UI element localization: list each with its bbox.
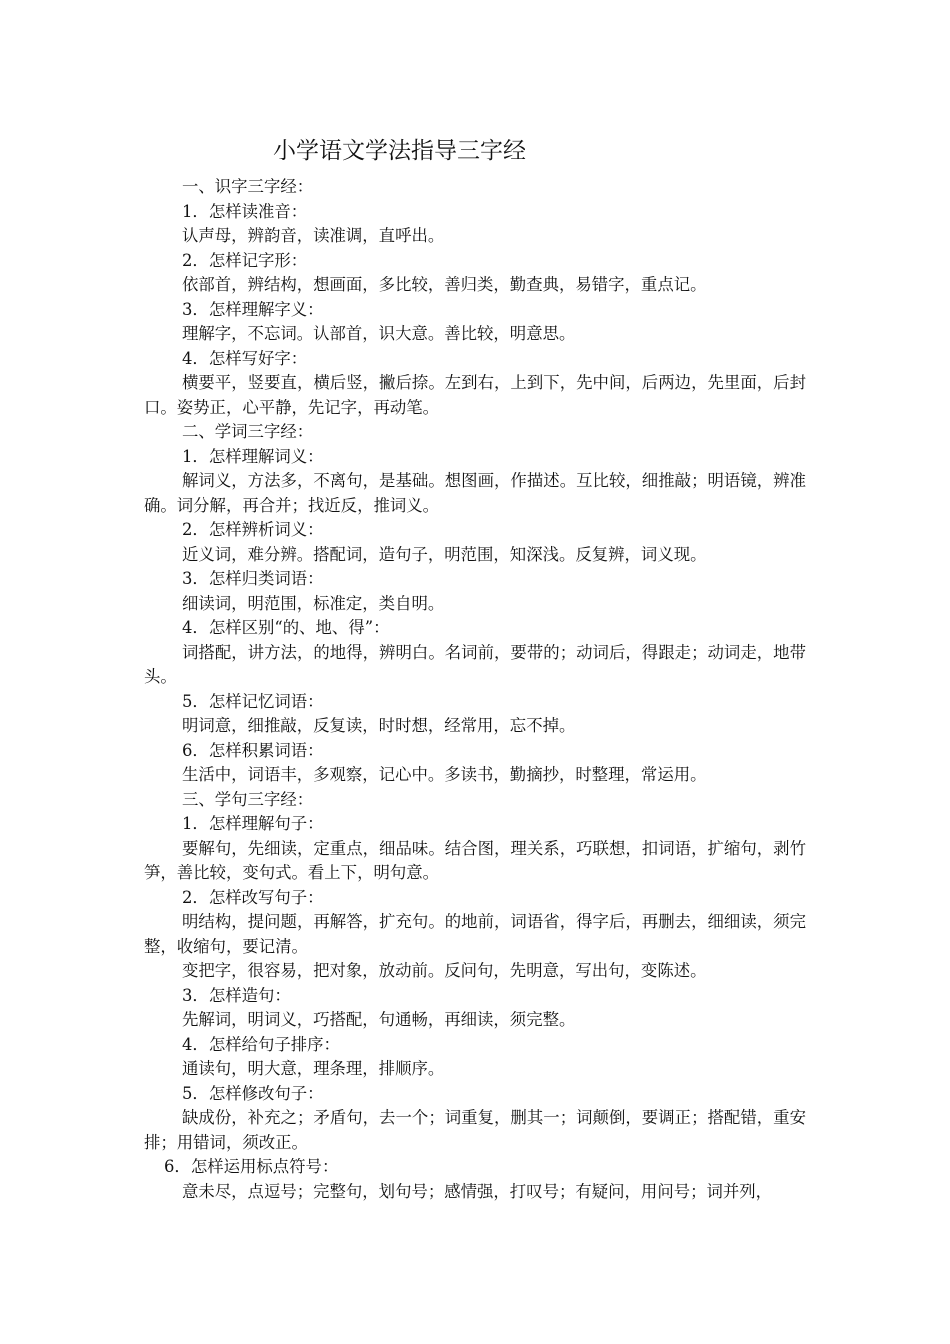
paragraph: 3．怎样归类词语： bbox=[182, 569, 324, 588]
paragraph: 认声母，辨韵音，读准调，直呼出。 bbox=[182, 226, 445, 245]
paragraph: 细读词，明范围，标准定，类自明。 bbox=[182, 593, 445, 613]
paragraph: 明结构，提问题，再解答，扩充句。的地前，词语省，得字后，再删去，细细读，须完整，收缩句，要记清。 bbox=[144, 912, 806, 956]
paragraph: 1．怎样读准音： bbox=[182, 201, 308, 221]
paragraph: 2．怎样记字形： bbox=[182, 250, 308, 270]
paragraph: 要解句，先细读，定重点，细品味。结合图，理关系，巧联想，扣词语，扩缩句，剥竹笋，善比较，变句式。看上下，明句意。 bbox=[144, 838, 806, 882]
paragraph: 5．怎样记忆词语： bbox=[182, 691, 324, 711]
paragraph: 理解字，不忘词。认部首，识大意。善比较，明意思。 bbox=[182, 324, 576, 343]
paragraph: 生活中，词语丰，多观察，记心中。多读书，勤摘抄，时整理，常运用。 bbox=[182, 765, 707, 784]
paragraph: 明词意，细推敲，反复读，时时想，经常用，忘不掉。 bbox=[182, 716, 576, 735]
paragraph: 变把字，很容易，把对象，放动前。反问句，先明意，写出句，变陈述。 bbox=[182, 961, 707, 980]
paragraph: 二、学词三字经： bbox=[182, 422, 314, 441]
paragraph: 一、识字三字经： bbox=[182, 177, 314, 196]
paragraph: 6．怎样积累词语： bbox=[182, 740, 324, 760]
paragraph: 意未尽，点逗号；完整句，划句号；感情强，打叹号；有疑问，用问号；词并列， bbox=[182, 1181, 773, 1201]
paragraph: 依部首，辨结构，想画面，多比较，善归类，勤查典，易错字，重点记。 bbox=[182, 275, 707, 294]
paragraph: 2．怎样辨析词义： bbox=[182, 520, 324, 539]
paragraph: 2．怎样改写句子： bbox=[182, 887, 324, 907]
paragraph: 4．怎样写好字： bbox=[182, 348, 308, 368]
paragraph: 4．怎样区别“的、地、得”： bbox=[182, 618, 390, 637]
paragraph: 解词义，方法多，不离句，是基础。想图画，作描述。互比较，细推敲；明语镜，辨准确。词分解，再合并；找近反，推词义。 bbox=[144, 471, 806, 515]
paragraph: 通读句，明大意，理条理，排顺序。 bbox=[182, 1059, 445, 1078]
document-body bbox=[144, 175, 806, 1204]
paragraph: 4．怎样给句子排序： bbox=[182, 1034, 340, 1054]
paragraph: 缺成份，补充之；矛盾句，去一个；词重复，删其一；词颠倒，要调正；搭配错，重安排；用错词，须改正。 bbox=[144, 1108, 806, 1152]
paragraph: 三、学句三字经： bbox=[182, 789, 314, 809]
paragraph: 5．怎样修改句子： bbox=[182, 1083, 324, 1103]
paragraph: 3．怎样造句： bbox=[182, 985, 291, 1005]
paragraph: 6．怎样运用标点符号： bbox=[164, 1157, 339, 1176]
paragraph: 1．怎样理解词义： bbox=[182, 446, 324, 466]
paragraph: 横要平，竖要直，横后竖，撇后捺。左到右，上到下，先中间，后两边，先里面，后封口。姿势正，心平静，先记字，再动笔。 bbox=[144, 373, 806, 417]
paragraph: 3．怎样理解字义： bbox=[182, 299, 324, 319]
document-title: 小学语文学法指导三字经 bbox=[273, 138, 526, 164]
paragraph: 1．怎样理解句子： bbox=[182, 814, 324, 833]
paragraph: 先解词，明词义，巧搭配，句通畅，再细读，须完整。 bbox=[182, 1010, 576, 1029]
paragraph: 近义词，难分辨。搭配词，造句子，明范围，知深浅。反复辨，词义现。 bbox=[182, 544, 707, 564]
paragraph: 词搭配，讲方法，的地得，辨明白。名词前，要带的；动词后，得跟走；动词走，地带头。 bbox=[144, 642, 806, 686]
